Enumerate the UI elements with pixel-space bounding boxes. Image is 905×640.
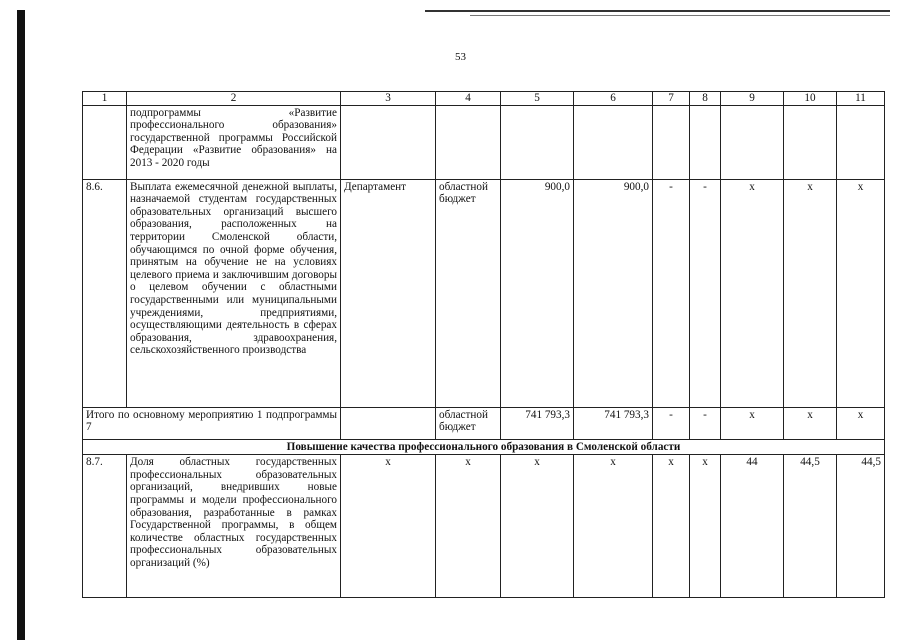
table-row: [83, 105, 885, 179]
source-cell: областной бюджет: [436, 407, 501, 439]
total-cell: 741 793,3: [501, 407, 574, 439]
header-cell: 6: [574, 92, 653, 106]
page-number: 53: [455, 51, 466, 63]
executor-cell: [341, 105, 436, 179]
header-cell: 1: [83, 92, 127, 106]
indicator-cell: 44: [721, 455, 784, 598]
year3-cell: х: [690, 455, 721, 598]
header-cell: 7: [653, 92, 690, 106]
year3-cell: -: [690, 179, 721, 407]
total-cell: 900,0: [501, 179, 574, 407]
source-cell: областной бюджет: [436, 179, 501, 407]
header-cell: 11: [837, 92, 885, 106]
header-cell: 4: [436, 92, 501, 106]
total-cell: [501, 105, 574, 179]
indicator-cell: 44,5: [784, 455, 837, 598]
table-row: [83, 179, 885, 407]
header-cell: 3: [341, 92, 436, 106]
header-cell: 9: [721, 92, 784, 106]
year1-cell: 741 793,3: [574, 407, 653, 439]
indicator-cell: х: [837, 407, 885, 439]
indicator-cell: х: [721, 407, 784, 439]
indicator-cell: х: [784, 407, 837, 439]
indicator-cell: х: [837, 179, 885, 407]
indicator-cell: х: [784, 179, 837, 407]
year2-cell: [653, 105, 690, 179]
table-row: [83, 407, 885, 439]
year1-cell: х: [574, 455, 653, 598]
header-cell: 10: [784, 92, 837, 106]
row-number-cell: 8.7.: [83, 455, 127, 598]
executor-cell: [341, 407, 436, 439]
scan-top-rule: [425, 10, 890, 12]
year2-cell: -: [653, 407, 690, 439]
section-row: [83, 439, 885, 455]
header-cell: 2: [127, 92, 341, 106]
measure-name-cell: подпрограммы «Развитие профессионального образования» государственной программы Российской Федерации «Развитие образования» на 2013 - 2020 годы: [127, 105, 341, 179]
indicator-cell: [721, 105, 784, 179]
header-cell: 8: [690, 92, 721, 106]
header-row: [83, 92, 885, 106]
row-number-cell: 8.6.: [83, 179, 127, 407]
year1-cell: 900,0: [574, 179, 653, 407]
measure-name-cell: Выплата ежемесячной денежной выплаты, назначаемой студентам государственных образовательных организаций высшего образования, расположенных на территории Смоленской области, обучающимся по очной форме обучения, принятым на обучение не на условиях целевого приема и заключившим договоры о целевом обучении с областными государственными или муниципальными учреждениями, предприятиями, осуществляющими деятельность в сферах образования, здравоохранения, сельскохозяйственного производства: [127, 179, 341, 407]
year2-cell: х: [653, 455, 690, 598]
indicator-cell: х: [721, 179, 784, 407]
row-number-cell: [83, 105, 127, 179]
scan-edge-shadow: [17, 10, 25, 640]
year2-cell: -: [653, 179, 690, 407]
total-cell: х: [501, 455, 574, 598]
indicator-cell: 44,5: [837, 455, 885, 598]
year1-cell: [574, 105, 653, 179]
executor-cell: Департамент: [341, 179, 436, 407]
table-row: [83, 455, 885, 598]
source-cell: х: [436, 455, 501, 598]
measure-name-cell: Доля областных государственных профессиональных образовательных организаций, внедривших новые программы и модели профессионального образования, разработанные в рамках Государственной программы, в общем количестве областных государственных профессиональных образовательных организаций (%): [127, 455, 341, 598]
source-cell: [436, 105, 501, 179]
indicator-cell: [837, 105, 885, 179]
year3-cell: [690, 105, 721, 179]
header-cell: 5: [501, 92, 574, 106]
section-title: Повышение качества профессионального образования в Смоленской области: [83, 439, 885, 455]
executor-cell: х: [341, 455, 436, 598]
indicator-cell: [784, 105, 837, 179]
total-label-cell: Итого по основному мероприятию 1 подпрограммы 7: [83, 407, 341, 439]
program-table: [82, 91, 885, 598]
scan-top-rule-thin: [470, 15, 890, 16]
year3-cell: -: [690, 407, 721, 439]
